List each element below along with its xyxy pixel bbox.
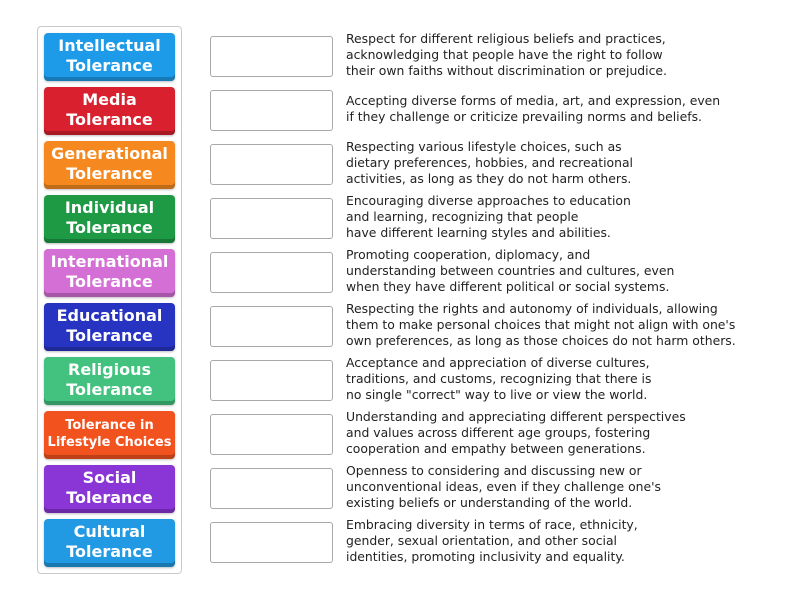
drop-slot[interactable] <box>210 198 333 239</box>
definition-text: Understanding and appreciating different perspectives and values across different age groups, fostering cooperation and empathy between generations. <box>346 409 686 456</box>
drop-slot[interactable] <box>210 36 333 77</box>
answer-tile[interactable]: Intellectual Tolerance <box>44 33 175 81</box>
definition-text: Acceptance and appreciation of diverse cultures, traditions, and customs, recognizing that there is no single "correct" way to live or view the world. <box>346 355 652 402</box>
tile-bank <box>37 26 182 574</box>
definition-text: Openness to considering and discussing new or unconventional ideas, even if they challenge one's existing beliefs or understanding of the world. <box>346 463 662 510</box>
definition-text: Embracing diversity in terms of race, ethnicity, gender, sexual orientation, and other social identities, promoting inclusivity and equality. <box>346 517 638 564</box>
drop-slot[interactable] <box>210 468 333 509</box>
answer-tile[interactable]: Religious Tolerance <box>44 357 175 405</box>
drop-slot[interactable] <box>210 252 333 293</box>
drop-slot[interactable] <box>210 414 333 455</box>
definition-text: Promoting cooperation, diplomacy, and understanding between countries and cultures, even when they have different political or social systems. <box>346 247 675 294</box>
answer-tile[interactable]: Educational Tolerance <box>44 303 175 351</box>
definition-text: Respecting the rights and autonomy of individuals, allowing them to make personal choices that might not align with one's own preferences, as long as those choices do not harm others. <box>346 301 736 348</box>
answer-tile[interactable]: Social Tolerance <box>44 465 175 513</box>
drop-slot[interactable] <box>210 90 333 131</box>
drop-slot[interactable] <box>210 306 333 347</box>
drop-slot[interactable] <box>210 144 333 185</box>
answer-tile[interactable]: Media Tolerance <box>44 87 175 135</box>
definition-text: Respect for different religious beliefs and practices, acknowledging that people have the right to follow their own faiths without discrimination or prejudice. <box>346 31 667 78</box>
answer-tile[interactable]: Individual Tolerance <box>44 195 175 243</box>
answer-tile[interactable]: Cultural Tolerance <box>44 519 175 567</box>
answer-tile[interactable]: Generational Tolerance <box>44 141 175 189</box>
drop-slot[interactable] <box>210 522 333 563</box>
definition-text: Respecting various lifestyle choices, such as dietary preferences, hobbies, and recreational activities, as long as they do not harm others. <box>346 139 633 186</box>
answer-tile[interactable]: Tolerance in Lifestyle Choices <box>44 411 175 459</box>
definition-text: Encouraging diverse approaches to education and learning, recognizing that people have different learning styles and abilities. <box>346 193 631 240</box>
definition-text: Accepting diverse forms of media, art, and expression, even if they challenge or criticize prevailing norms and beliefs. <box>346 93 721 124</box>
drop-slot[interactable] <box>210 360 333 401</box>
answer-tile[interactable]: International Tolerance <box>44 249 175 297</box>
